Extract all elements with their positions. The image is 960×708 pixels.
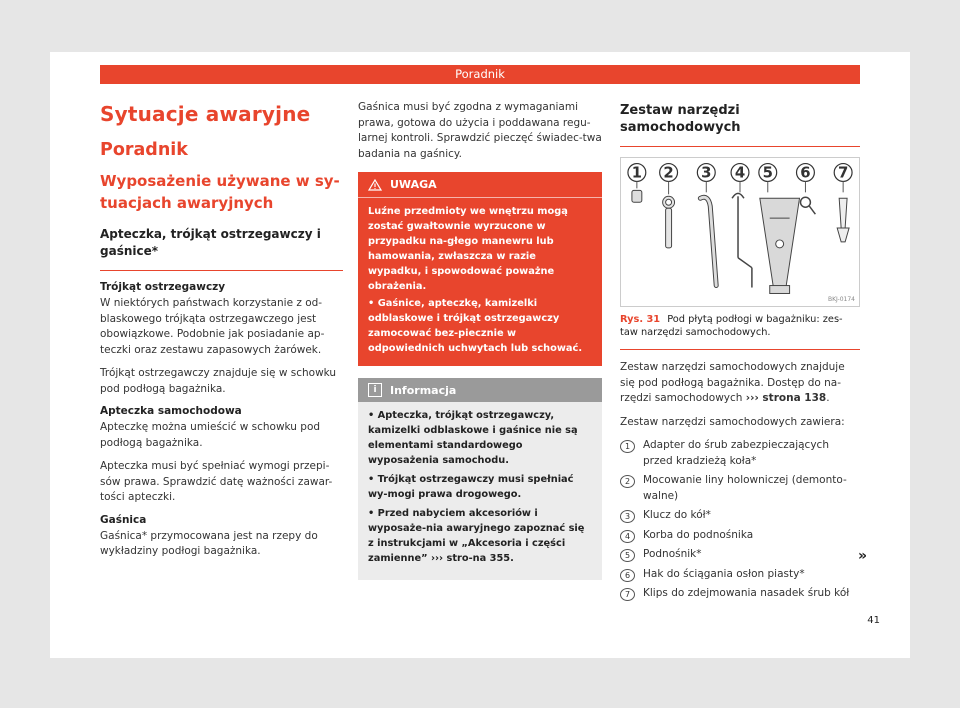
list-item-text: Mocowanie liny holowniczej (demonto-walne) — [643, 474, 847, 502]
toolkit-illustration — [621, 158, 859, 306]
warning-body — [358, 198, 602, 366]
chapter-title: Sytuacje awaryjne — [100, 102, 311, 126]
list-item-text: Klucz do kół* — [643, 509, 711, 521]
figure-ref: Rys. 31 — [620, 314, 661, 325]
page-reference-link[interactable]: ››› strona 138 — [745, 392, 827, 404]
list-item-text: Podnośnik* — [643, 548, 702, 560]
caption-text: Pod płytą podłogi w bagażniku: zes-taw narzędzi samochodowych. — [620, 314, 843, 338]
warning-header — [358, 172, 602, 198]
toolkit-figure — [620, 157, 860, 307]
paragraph-text: Zestaw narzędzi samochodowych znajduje się pod podłogą bagażnika. Dostęp do na-rzędzi samochodowych — [620, 361, 845, 404]
number-badge: 4 — [620, 530, 635, 543]
paragraph: Apteczkę można umieścić w schowku pod podłogą bagażnika. — [100, 421, 321, 449]
list-item-text: Adapter do śrub zabezpieczających przed kradzieżą koła* — [643, 439, 829, 467]
info-box — [358, 378, 602, 580]
paragraph: Zestaw narzędzi samochodowych zawiera: — [620, 415, 845, 428]
list-item — [620, 547, 860, 563]
info-icon: i — [368, 383, 382, 397]
info-item: • Trójkąt ostrzegawczy musi spełniać wy-mogi prawa drogowego. — [368, 474, 574, 500]
number-badge: 6 — [620, 569, 635, 582]
topic-title: Apteczka, trójkąt ostrzegawczy i gaśnice* — [100, 226, 343, 271]
list-item-text: Klips do zdejmowania nasadek śrub kół — [643, 587, 850, 599]
column-left — [100, 96, 343, 568]
info-item: • Przed nabyciem akcesoriów i wyposaże-nia awaryjnego zapoznać się z instrukcjami w „Akcesoria i części zamienne” ››› stro-na 355. — [368, 508, 585, 564]
paragraph: Gaśnica* przymocowana jest na rzepy do wykładziny podłogi bagażnika. — [100, 529, 318, 557]
list-item — [620, 586, 860, 602]
warning-triangle-icon — [368, 179, 382, 191]
number-badge: 2 — [620, 475, 635, 488]
toolkit-list — [620, 438, 860, 602]
list-item — [620, 438, 860, 469]
list-item-text: Hak do ściągania osłon piasty* — [643, 567, 805, 580]
figure-code: BKJ-0174 — [827, 296, 855, 303]
info-item: • Apteczka, trójkąt ostrzegawczy, kamizelki odblaskowe i gaśnice nie są elementami standardowego wyposażenia samochodu. — [368, 410, 578, 466]
fig-label-6: 6 — [800, 163, 811, 182]
info-header — [358, 378, 602, 402]
warning-text: Luźne przedmioty we wnętrzu mogą zostać gwałtownie wyrzucone w przypadku na-głego manewru lub hamowania, zwłaszcza w razie wypadku, i spowodować poważne obrażenia. — [368, 206, 568, 292]
fig-label-4: 4 — [734, 163, 746, 182]
warning-title: UWAGA — [390, 178, 437, 191]
number-badge: 3 — [620, 510, 635, 523]
toolkit-title: Zestaw narzędzi samochodowych — [620, 102, 860, 147]
paragraph — [620, 360, 860, 407]
page-number: 41 — [867, 615, 880, 626]
info-title: Informacja — [390, 383, 457, 397]
list-item — [620, 508, 860, 524]
column-middle — [358, 96, 602, 580]
warning-bullet-text: Gaśnice, apteczkę, kamizelki odblaskowe i trójkąt ostrzegawczy zamocować bez-piecznie w odpowiednich uchwytach lub schować. — [368, 298, 583, 354]
section-title: Poradnik — [100, 140, 188, 160]
fig-label-3: 3 — [701, 163, 712, 182]
number-badge: 1 — [620, 440, 635, 453]
list-item — [620, 473, 860, 504]
continue-arrow-icon: » — [858, 548, 868, 564]
fig-label-2: 2 — [663, 163, 674, 182]
label-first-aid: Apteczka samochodowa — [100, 405, 242, 417]
list-item — [620, 528, 860, 544]
section-header: Poradnik — [100, 65, 860, 84]
fig-label-1: 1 — [631, 163, 643, 182]
subsection-title: Wyposażenie używane w sy-tuacjach awaryjnych — [100, 172, 340, 212]
info-body — [358, 402, 602, 580]
paragraph: Apteczka musi być spełniać wymogi przepi-sów prawa. Sprawdzić datę ważności zawar-tości apteczki. — [100, 460, 333, 503]
label-triangle: Trójkąt ostrzegawczy — [100, 281, 226, 293]
warning-bullet-item — [368, 296, 592, 356]
bullet-icon: • — [368, 298, 375, 309]
paragraph: W niektórych państwach korzystanie z od-blaskowego trójkąta ostrzegawczego jest obowiązkowe. Podobnie jak posiadanie ap-teczki oraz zestawu zapasowych żarówek. — [100, 297, 325, 356]
number-badge: 7 — [620, 588, 635, 601]
paragraph: Gaśnica musi być zgodna z wymaganiami prawa, gotowa do użycia i poddawana regu-larnej kontroli. Sprawdzić pieczęć świadec-twa badania na gaśnicy. — [358, 101, 602, 160]
warning-box — [358, 172, 602, 366]
label-extinguisher: Gaśnica — [100, 513, 147, 526]
column-right — [620, 96, 860, 606]
fig-label-5: 5 — [762, 163, 773, 182]
list-item — [620, 567, 860, 583]
figure-caption — [620, 313, 860, 350]
number-badge: 5 — [620, 549, 635, 562]
paragraph-text: . — [826, 392, 830, 404]
list-item-text: Korba do podnośnika — [643, 528, 754, 541]
paragraph: Trójkąt ostrzegawczy znajduje się w schowku pod podłogą bagażnika. — [100, 367, 337, 395]
fig-label-7: 7 — [837, 163, 849, 182]
